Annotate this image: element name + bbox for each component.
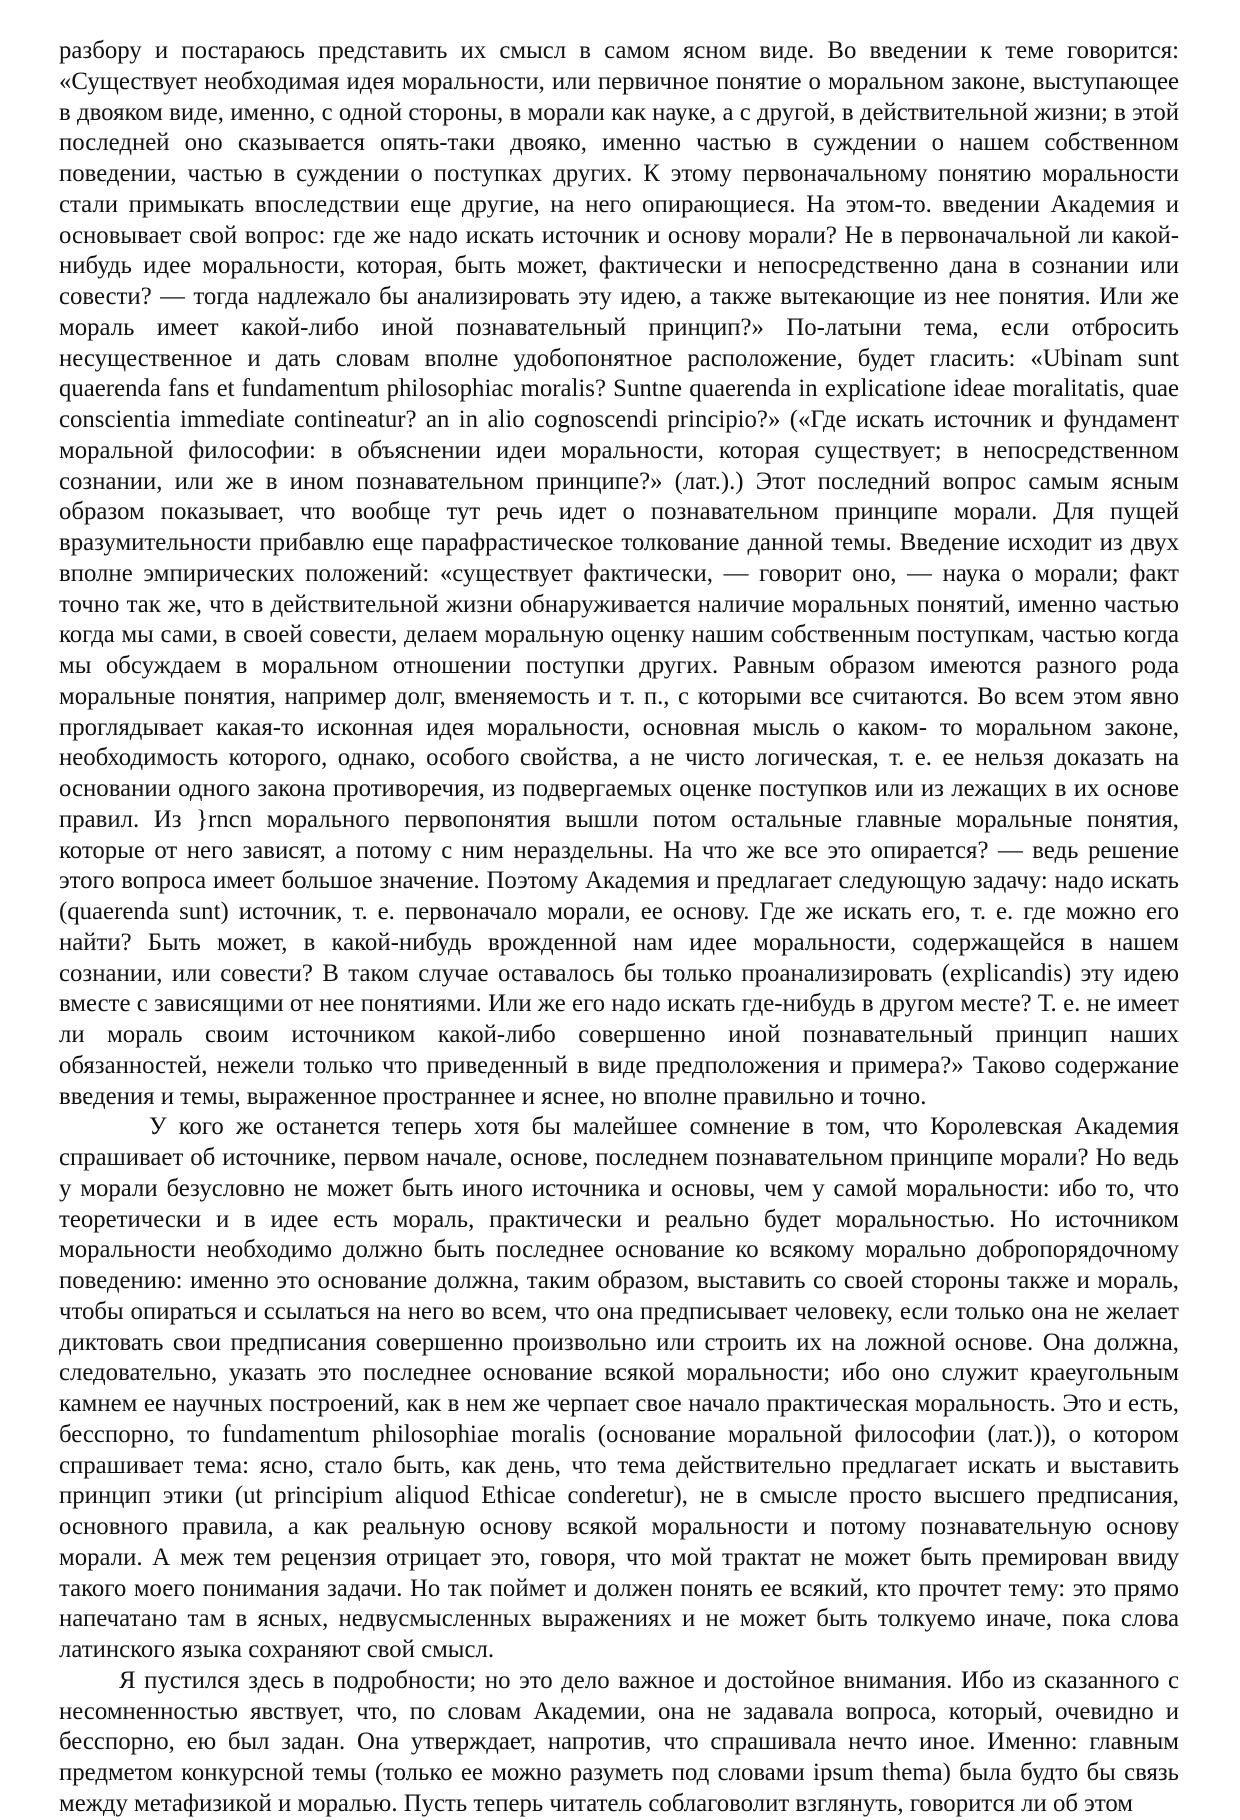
paragraph-1: разбору и постараюсь представить их смысл в самом ясном виде. Во введении к теме говорится: «Существует необходимая идея моральности, или первичное понятие о моральном законе, выступающее в двояком виде, именно, с одной стороны, в морали как науке, а с другой, в действительной жизни; в этой последней оно сказывается опять-таки двояко, именно частью в суждении о нашем собственном поведении, частью в суждении о поступках других. К этому первоначальному понятию моральности стали примыкать впоследствии еще другие, на него опирающиеся. На этом-то. введении Академия и основывает свой вопрос: где же надо искать источник и основу морали? Не в первоначальной ли какой-нибудь идее моральности, которая, быть может, фактически и непосредственно дана в сознании или совести? — тогда надлежало бы анализировать эту идею, а также вытекающие из нее понятия. Или же мораль имеет какой-либо иной познавательный принцип?» По-латыни тема, если отбросить несущественное и дать словам вполне удобопонятное расположение, будет гласить: «Ubinam sunt quaerenda fans et fundamentum philosophiac moralis? Suntne quaerenda in explicatione ideae moralitatis, quae conscientia immediate contineatur? an in alio cognoscendi principio?» («Где искать источник и фундамент моральной философии: в объяснении идеи моральности, которая существует; в непосредственном сознании, или же в ином познавательном принципе?» (лат.).) Этот последний вопрос самым ясным образом показывает, что вообще тут речь идет о познавательном принципе морали. Для пущей вразумительности прибавлю еще парафрастическое толкование данной темы. Введение исходит из двух вполне эмпирических положений: «существует фактически, — говорит оно, — наука о морали; факт точно так же, что в действительной жизни обнаруживается наличие моральных понятий, именно частью когда мы сами, в своей совести, делаем моральную оценку нашим собственным поступкам, частью когда мы обсуждаем в моральном отношении поступки других. Равным образом имеются разного рода моральные понятия, например долг, вменяемость и т. п., с которыми все считаются. Во всем этом явно проглядывает какая-то исконная идея моральности, основная мысль о каком- то моральном законе, необходимость которого, однако, особого свойства, а не чисто логическая, т. е. ее нельзя доказать на основании одного закона противоречия, из подвергаемых оценке поступков или из лежащих в их основе правил. Из }rncn морального первопонятия вышли потом остальные главные моральные понятия, которые от него зависят, а потому с ним нераздельны. На что же все это опирается? — ведь решение этого вопроса имеет большое значение. Поэтому Академия и предлагает следующую задачу: надо искать (quaerenda sunt) источник, т. е. первоначало морали, ее основу. Где же искать его, т. е. где можно его найти? Быть может, в какой-нибудь врожденной нам идее моральности, содержащейся в нашем сознании, или совести? В таком случае оставалось бы только проанализировать (explicandis) эту идею вместе с зависящими от нее понятиями. Или же его надо искать где-нибудь в другом месте? Т. е. не имеет ли мораль своим источником какой-либо совершенно иной познавательный принцип наших обязанностей, нежели только что приведенный в виде предположения и примера?» Таково содержание введения и темы, выраженное пространнее и яснее, но вполне правильно и точно. — [59, 37, 1179, 1110]
paragraph-3: Я пустился здесь в подробности; но это дело важное и достойное внимания. Ибо из сказанного с несомненностью явствует, что, по словам Академии, она не задавала вопроса, который, очевидно и бесспорно, ею был задан. Она утверждает, напротив, что спрашивала нечто иное. Именно: главным предметом конкурсной темы (только ее можно разуметь под словами ipsum thema) была будто бы связь между метафизикой и моралью. Пусть теперь читатель соблаговолит взглянуть, говорится ли об этом — [59, 1666, 1179, 1817]
document-page — [59, 36, 1179, 1820]
paragraph-2: У кого же останется теперь хотя бы малейшее сомнение в том, что Королевская Академия спрашивает об источнике, первом начале, основе, последнем познавательном принципе морали? Но ведь у морали безусловно не может быть иного источника и основы, чем у самой моральности: ибо то, что теоретически и в идее есть мораль, практически и реально будет моральностью. Но источником моральности необходимо должно быть последнее основание ко всякому морально добропорядочному поведению: именно это основание должна, таким образом, выставить со своей стороны также и мораль, чтобы опираться и ссылаться на него во всем, что она предписывает человеку, если только она не желает диктовать свои предписания совершенно произвольно или строить их на ложной основе. Она должна, следовательно, указать это последнее основание всякой моральности; ибо оно служит краеугольным камнем ее научных построений, как в нем же черпает свое начало практическая моральность. Это и есть, бесспорно, то fundamentum philosophiae moralis (основание моральной философии (лат.)), о котором спрашивает тема: ясно, стало быть, как день, что тема действительно предлагает искать и выставить принцип этики (ut principium aliquod Ethicae conderetur), не в смысле просто высшего предписания, основного правила, а как реальную основу всякой моральности и потому познавательную основу морали. А меж тем рецензия отрицает это, говоря, что мой трактат не может быть премирован ввиду такого моего понимания задачи. Но так поймет и должен понять ее всякий, кто прочтет тему: это прямо напечатано там в ясных, недвусмысленных выражениях и не может быть толкуемо иначе, пока слова латинского языка сохраняют свой смысл. — [59, 1113, 1179, 1663]
